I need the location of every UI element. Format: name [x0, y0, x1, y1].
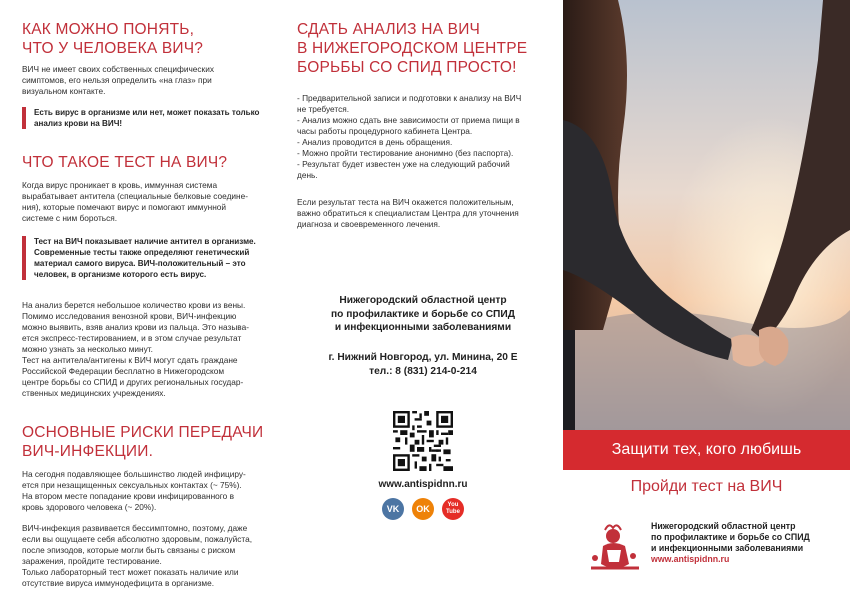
odnoklassniki-icon[interactable]: OK	[412, 498, 434, 520]
list-item: - Анализ проводится в день обращения.	[297, 137, 453, 147]
callout-test-shows: Тест на ВИЧ показывает наличие антител в организме. Современные тесты также определяют генетический материал самого вируса. ВИЧ-положительный – это человек, в организме которого есть вирус.	[22, 236, 265, 280]
heading-line: ЧТО У ЧЕЛОВЕКА ВИЧ?	[22, 40, 204, 57]
left-panel	[0, 0, 283, 608]
right-panel	[563, 0, 850, 608]
list-item: - Результат будет известен уже на следующий рабочий день.	[297, 159, 510, 180]
para-positive-result: Если результат теста на ВИЧ окажется положительным, важно обратиться к специалистам Центра для уточнения диагноза и своевременного лечения.	[297, 197, 519, 229]
contact-info	[297, 351, 549, 379]
website-link[interactable]: www.antispidnn.ru	[378, 478, 468, 490]
youtube-icon[interactable]: You Tube	[442, 498, 464, 520]
para-asymptomatic: ВИЧ-инфекция развивается бессимптомно, поэтому, даже если вы ощущаете себя абсолютно здоровым, пожалуйста, после эпизодов, которые могли быть связаны с риском заражения, пройдите тестирование. Только лабораторный тест может показать наличие или отсутствие вируса иммунодефицита в организме.	[22, 523, 253, 588]
para-infection-stats: На сегодня подавляющее большинство людей инфициру- ется при незащищенных сексуальных контактах (~ 75%). На втором месте попадание крови инфицированного в кровь здорового человека (~ 20%).	[22, 469, 246, 512]
testing-conditions-list	[297, 93, 549, 181]
address: г. Нижний Новгород, ул. Минина, 20 Е	[328, 351, 518, 363]
middle-panel	[283, 0, 563, 608]
cta-text: Пройди тест на ВИЧ	[630, 478, 783, 495]
callout-blood-test: Есть вирус в организме или нет, может показать только анализ крови на ВИЧ!	[22, 107, 265, 129]
website-link[interactable]: www.antispidnn.ru	[651, 554, 730, 564]
heading-how-to-know	[22, 20, 265, 58]
heading-line: КАК МОЖНО ПОНЯТЬ,	[22, 21, 195, 38]
list-item: - Предварительной записи и подготовки к анализу на ВИЧ не требуется.	[297, 93, 522, 114]
center-name-block: Нижегородский областной центр по профилактике и борьбе со СПИД и инфекционными заболеваниями www.antispidnn.ru	[651, 521, 810, 564]
list-item: - Можно пройти тестирование анонимно (без паспорта).	[297, 148, 514, 158]
heading-get-tested: СДАТЬ АНАЛИЗ НА ВИЧ В НИЖЕГОРОДСКОМ ЦЕНТРЕ БОРЬБЫ СО СПИД ПРОСТО!	[297, 21, 528, 76]
couple-holding-hands-photo	[563, 0, 850, 430]
phone: тел.: 8 (831) 214-0-214	[369, 365, 477, 377]
slogan-banner: Защити тех, кого любишь	[563, 430, 850, 470]
social-links	[297, 498, 549, 520]
para-blood-sample: На анализ берется небольшое количество крови из вены. Помимо исследования венозной крови, ВИЧ-инфекцию можно выявить, взяв анализ крови из пальца. Это называ- ется экспресс-тестированием, и в этом случае результат можно узнать за несколько минут. Тест на антитела/антигены к ВИЧ могут сдать граждане Российской Федерации бесплатно в Нижегородском центре борьбы со СПИД и других региональных государ- ственных медицинских учреждениях.	[22, 300, 249, 398]
list-item: - Анализ можно сдать вне зависимости от приема пищи в часы работы процедурного кабинета Центра.	[297, 115, 520, 136]
para-antibodies: Когда вирус проникает в кровь, иммунная система вырабатывает антитела (специальные белковые соедине- ния), которые помечают вирус и помогают иммунной системе с ним бороться.	[22, 180, 249, 223]
vk-icon[interactable]: VK	[382, 498, 404, 520]
heading-transmission-risks: ОСНОВНЫЕ РИСКИ ПЕРЕДАЧИ ВИЧ-ИНФЕКЦИИ.	[22, 424, 264, 460]
qr-code[interactable]	[393, 411, 453, 471]
center-logo-icon	[583, 520, 653, 576]
para-no-symptoms: ВИЧ не имеет своих собственных специфических симптомов, его нельзя определить «на глаз» при визуальном контакте.	[22, 64, 214, 96]
heading-what-is-test: ЧТО ТАКОЕ ТЕСТ НА ВИЧ?	[22, 154, 228, 171]
org-name: Нижегородский областной центр по профилактике и борьбе со СПИД и инфекционными заболеваниями	[331, 295, 515, 333]
